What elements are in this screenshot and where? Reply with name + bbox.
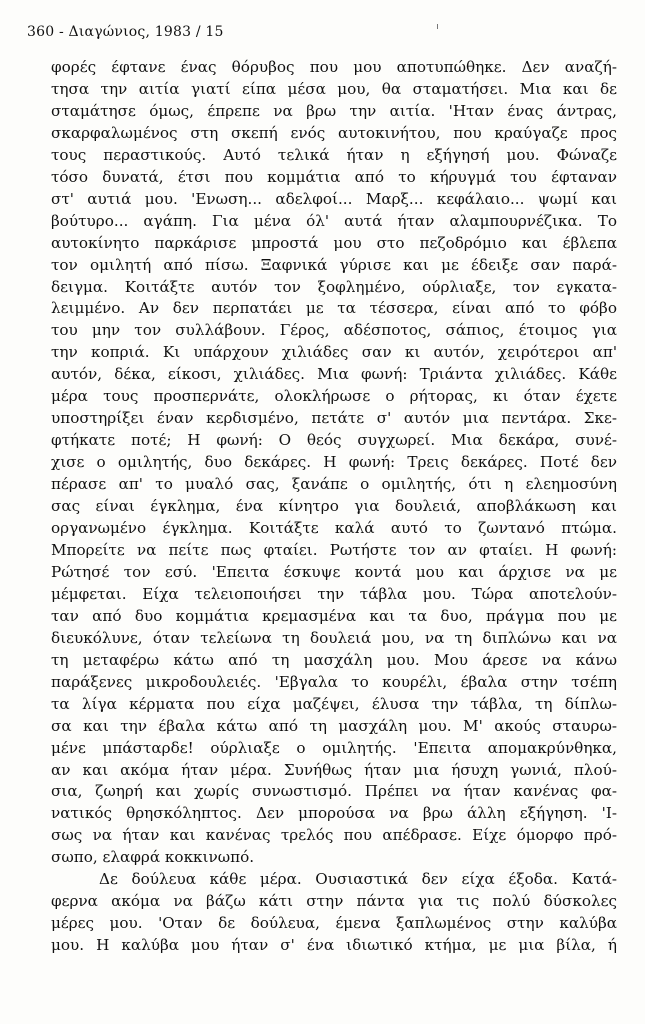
text-line: χισε ο ομιλητής, δυο δεκάρες. Η φωνή: Τρεις δεκάρες. Ποτέ δεν [51, 453, 617, 472]
text-line: αν και ακόμα ήταν μέρα. Συνήθως ήταν μια ήσυχη γωνιά, πλού- [51, 760, 617, 779]
text-line: μέρες μου. 'Οταν δε δούλευα, έμενα ξαπλωμένος στην καλύβα [51, 914, 617, 933]
text-line: μου. Η καλύβα μου ήταν σ' ένα ιδιωτικό κτήμα, με μια βίλα, ή [51, 936, 617, 955]
text-line: σκαρφαλωμένος στη σκεπή ενός αυτοκινήτου, που κραύγαζε προς [51, 123, 617, 142]
body-text [51, 57, 617, 957]
paragraph-start-line: Δε δούλευα κάθε μέρα. Ουσιαστικά δεν είχα έξοδα. Κατά- [99, 870, 617, 889]
text-line: αυτόν, δέκα, είκοσι, χιλιάδες. Μια φωνή: Τριάντα χιλιάδες. Κάθε [51, 365, 617, 384]
text-line: τόσο δυνατά, έτσι που κομμάτια από το κήρυγμά του έφταναν [51, 167, 617, 186]
text-line: υποστηρίξει έναν κερδισμένο, πετάτε σ' αυτόν μια πεντάρα. Σκε- [51, 409, 617, 428]
text-line: σως να ήταν και κανένας τρελός που απέδρασε. Είχε όμορφο πρό- [51, 826, 617, 845]
text-line: διευκόλυνε, όταν τελείωνα τη δουλειά μου, να τη διπλώνω και να [51, 628, 617, 647]
text-line: λειμμένο. Αν δεν περπατάει με τα τέσσερα, είναι από το φόβο [51, 299, 617, 318]
text-line: φτήκατε ποτέ; Η φωνή: Ο θεός συγχωρεί. Μια δεκάρα, συνέ- [51, 431, 617, 450]
text-line: φερνα ακόμα να βάζω κάτι στην πάντα για τις πολύ δύσκολες [51, 892, 617, 911]
text-line: βούτυρο... αγάπη. Για μένα όλ' αυτά ήταν αλαμπουρνέζικα. Το [51, 211, 617, 230]
text-line: μέρα τους προσπερνάτε, ολοκλήρωσε ο ρήτορας, κι όταν έχετε [51, 387, 617, 406]
paragraph-end-line: σωπο, ελαφρά κοκκινωπό. [51, 848, 255, 867]
text-line: μέμφεται. Είχα τελειοποιήσει την τάβλα μου. Τώρα αποτελούν- [51, 584, 617, 603]
text-line: σας είναι έγκλημα, ένα κίνητρο για δουλειά, αποβλάκωση και [51, 497, 617, 516]
margin-mark [437, 24, 438, 29]
text-line: τους περαστικούς. Αυτό τελικά ήταν η εξήγησή μου. Φώναζε [51, 145, 617, 164]
text-line: τη μεταφέρω κάτω από τη μασχάλη μου. Μου άρεσε να κάνω [51, 650, 617, 669]
text-line: αυτοκίνητο παρκάρισε μπροστά μου στο πεζοδρόμιο και έβλεπα [51, 233, 617, 252]
text-line: ταν από δυο κομμάτια κρεμασμένα και τα δυο, πράγμα που με [51, 606, 617, 625]
text-line: Μπορείτε να πείτε πως φταίει. Ρωτήστε τον αν φταίει. Η φωνή: [51, 540, 617, 559]
text-line: τησα την αιτία γιατί είπα μέσα μου, θα σταματήσει. Μια και δε [51, 79, 617, 98]
text-line: μένε μπάσταρδε! ούρλιαξε ο ομιλητής. 'Επειτα απομακρύνθηκα, [51, 738, 617, 757]
text-line: πέρασε απ' το μυαλό σας, ξανάπε ο ομιλητής, ότι η ελεημοσύνη [51, 475, 617, 494]
text-line: οργανωμένο έγκλημα. Κοιτάξτε καλά αυτό το ζωντανό πτώμα. [51, 519, 617, 538]
text-line: νατικός θρησκόληπτος. Δεν μπορούσα να βρω άλλη εξήγηση. 'Ι- [51, 804, 617, 823]
running-head: 360 - Διαγώνιος, 1983 / 15 [27, 24, 224, 40]
text-line: δειγμα. Κοιτάξτε αυτόν τον ξοφλημένο, ούρλιαξε, τον εγκατα- [51, 277, 617, 296]
text-line: σια, ζωηρή και χωρίς συνωστισμό. Πρέπει να ήταν κανένας φα- [51, 782, 617, 801]
text-line: στ' αυτιά μου. 'Ενωση... αδελφοί... Μαρξ... κεφάλαιο... ψωμί και [51, 189, 617, 208]
text-line: παράξενες μικροδουλειές. 'Εβγαλα το κουρέλι, έβαλα στην τσέπη [51, 672, 617, 691]
text-line: του μην τον συλλάβουν. Γέρος, αδέσποτος, σάπιος, έτοιμος για [51, 321, 617, 340]
text-line: Ρώτησέ τον εσύ. 'Επειτα έσκυψε κοντά μου και άρχισε να με [51, 562, 617, 581]
text-line: σταμάτησε όμως, έπρεπε να βρω την αιτία. 'Ηταν ένας άντρας, [51, 101, 617, 120]
text-line: τον ομιλητή από πίσω. Ξαφνικά γύρισε και με έδειξε σαν παρά- [51, 255, 617, 274]
text-line: σα και την έβαλα κάτω από τη μασχάλη μου. Μ' ακούς σταυρω- [51, 716, 617, 735]
text-line: φορές έφτανε ένας θόρυβος που μου αποτυπώθηκε. Δεν αναζή- [51, 58, 617, 76]
text-line: τα λίγα κέρματα που είχα μαζέψει, έλυσα την τάβλα, τη δίπλω- [51, 694, 617, 713]
text-line: την κοπριά. Κι υπάρχουν χιλιάδες σαν κι αυτόν, χειρότεροι απ' [51, 343, 617, 362]
